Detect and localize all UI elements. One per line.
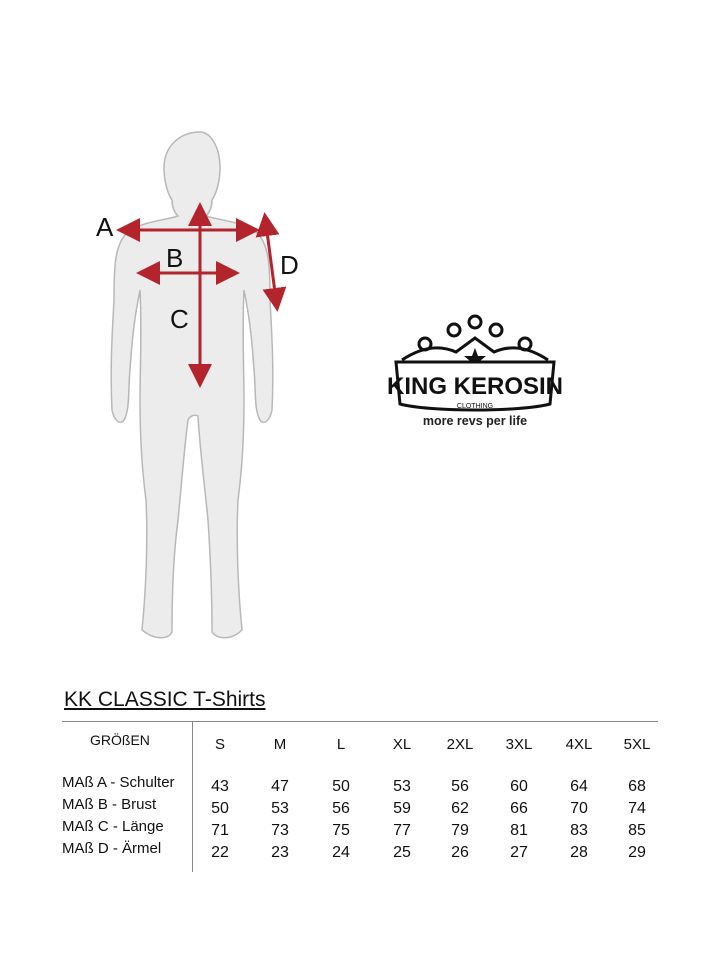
table-cell: 28 (570, 844, 588, 861)
size-header-4xl: 4XL (565, 736, 593, 753)
row-label: MAß A - Schulter (62, 774, 175, 791)
size-header-2xl: 2XL (446, 736, 474, 753)
table-cell: 62 (451, 800, 469, 817)
size-header-label: GRÖßEN (90, 732, 150, 748)
table-cell: 29 (628, 844, 646, 861)
size-header-xl: XL (392, 736, 412, 753)
measure-b-label: B (166, 243, 184, 273)
row-label: MAß D - Ärmel (62, 840, 162, 857)
body-figure (60, 120, 320, 660)
table-cell: 25 (393, 844, 411, 861)
table-cell: 81 (510, 822, 528, 839)
measure-a-label: A (96, 212, 114, 242)
table-cell: 70 (570, 800, 588, 817)
logo-tagline: more revs per life (422, 414, 528, 428)
measure-d-label: D (280, 250, 299, 280)
table-cell: 66 (510, 800, 528, 817)
table-cell: 79 (451, 822, 469, 839)
logo-brand-text: KING KEROSIN (386, 373, 564, 400)
row-label: MAß B - Brust (62, 796, 157, 813)
table-cell: 64 (570, 778, 588, 795)
table-cell: 75 (332, 822, 350, 839)
table-title: KK CLASSIC T-Shirts (64, 688, 266, 711)
table-cell: 43 (211, 778, 229, 795)
measure-c-label: C (170, 304, 189, 334)
size-header-3xl: 3XL (505, 736, 533, 753)
table-cell: 47 (271, 778, 289, 795)
logo-sub-text: CLOTHING (456, 403, 494, 410)
table-cell: 22 (211, 844, 229, 861)
size-header-s: S (214, 736, 225, 753)
table-cell: 53 (393, 778, 411, 795)
table-cell: 56 (451, 778, 469, 795)
table-cell: 83 (570, 822, 588, 839)
table-column-divider (192, 722, 193, 872)
table-cell: 68 (628, 778, 646, 795)
table-cell: 50 (211, 800, 229, 817)
table-cell: 24 (332, 844, 350, 861)
table-cell: 74 (628, 800, 646, 817)
size-header-m: M (273, 736, 287, 753)
table-cell: 56 (332, 800, 350, 817)
table-cell: 59 (393, 800, 411, 817)
table-cell: 50 (332, 778, 350, 795)
table-top-rule (62, 721, 658, 722)
table-cell: 23 (271, 844, 289, 861)
table-cell: 26 (451, 844, 469, 861)
size-header-l: L (336, 736, 346, 753)
table-cell: 60 (510, 778, 528, 795)
table-cell: 71 (211, 822, 229, 839)
size-header-5xl: 5XL (623, 736, 651, 753)
table-cell: 53 (271, 800, 289, 817)
table-cell: 73 (271, 822, 289, 839)
table-cell: 27 (510, 844, 528, 861)
body-silhouette (111, 132, 273, 638)
table-cell: 77 (393, 822, 411, 839)
row-label: MAß C - Länge (62, 818, 164, 835)
table-cell: 85 (628, 822, 646, 839)
